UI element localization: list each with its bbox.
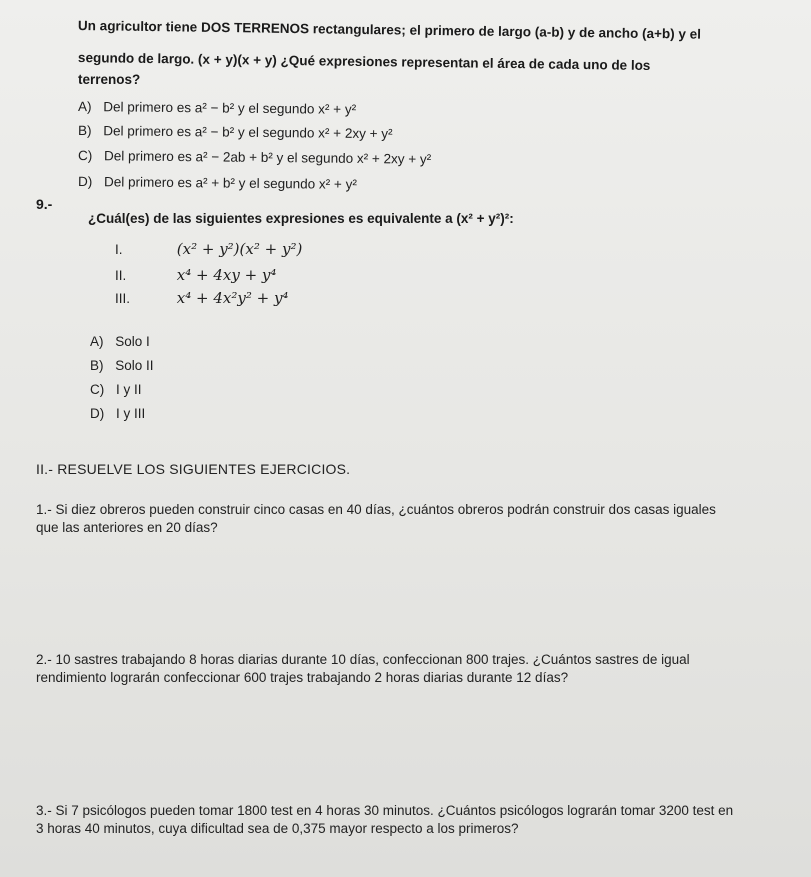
q9-prompt: ¿Cuál(es) de las siguientes expresiones es equivalente a (x² + y²)²: <box>88 211 514 226</box>
option-letter: A) <box>90 334 104 349</box>
option-letter: A) <box>77 99 92 115</box>
expression: (x² + y²)(x² + y²) <box>176 240 303 258</box>
roman-numeral: III. <box>115 291 131 306</box>
option-letter: C) <box>90 382 105 397</box>
expression: x⁴ + 4xy + y⁴ <box>176 266 277 284</box>
option-text: Solo II <box>115 358 154 373</box>
option-letter: D) <box>77 174 93 190</box>
exercise-3: 3.- Si 7 psicólogos pueden tomar 1800 test en 4 horas 30 minutos. ¿Cuántos psicólogos lograrán tomar 3200 test en 3 horas 40 minutos, cuya dificultad sea de 0,375 mayor respecto a los primeros? <box>36 803 734 836</box>
q9-number: 9.- <box>36 196 53 212</box>
q8-option-a[interactable] <box>78 99 356 117</box>
option-text: Solo I <box>115 334 150 349</box>
option-letter: B) <box>77 123 92 139</box>
option-text: Del primero es a² − 2ab + b² y el segundo x² + 2xy + y² <box>103 148 432 167</box>
q8-option-b[interactable] <box>78 123 393 141</box>
q8-line-3: terrenos? <box>78 72 141 87</box>
section-title: II.- RESUELVE LOS SIGUIENTES EJERCICIOS. <box>36 461 351 477</box>
option-text: Del primero es a² − b² y el segundo x² + y² <box>103 99 357 117</box>
q8-option-d[interactable] <box>78 174 357 192</box>
option-letter: D) <box>90 406 105 421</box>
q8-line-2: segundo de largo. (x + y)(x + y) ¿Qué expresiones representan el área de cada uno de los <box>77 50 651 73</box>
q9-item-2 <box>115 266 276 284</box>
option-letter: B) <box>90 358 104 373</box>
option-text: I y II <box>116 382 142 397</box>
option-text: Del primero es a² + b² y el segundo x² + y² <box>103 174 357 192</box>
q8-option-c[interactable] <box>78 148 431 167</box>
q8-line-1: Un agricultor tiene DOS TERRENOS rectangulares; el primero de largo (a-b) y de ancho (a+b) y el <box>77 18 702 42</box>
q9-option-a[interactable] <box>90 334 150 349</box>
option-text: Del primero es a² − b² y el segundo x² + 2xy + y² <box>103 123 393 142</box>
exercise-1: 1.- Si diez obreros pueden construir cinco casas en 40 días, ¿cuántos obreros podrán construir dos casas iguales que las anteriores en 20 días? <box>36 502 716 535</box>
q9-option-c[interactable] <box>90 382 142 397</box>
q9-item-1 <box>115 240 302 258</box>
q9-option-d[interactable] <box>90 406 145 421</box>
q9-item-3 <box>115 289 288 307</box>
option-text: I y III <box>116 406 146 421</box>
q9-option-b[interactable] <box>90 358 154 373</box>
roman-numeral: I. <box>115 242 123 257</box>
roman-numeral: II. <box>115 268 127 283</box>
exercise-2: 2.- 10 sastres trabajando 8 horas diarias durante 10 días, confeccionan 800 trajes. ¿Cuántos sastres de igual rendimiento lograrán confeccionar 600 trajes trabajando 2 horas diarias durante 12 días? <box>36 652 690 685</box>
option-letter: C) <box>77 148 93 164</box>
expression: x⁴ + 4x²y² + y⁴ <box>176 289 289 307</box>
